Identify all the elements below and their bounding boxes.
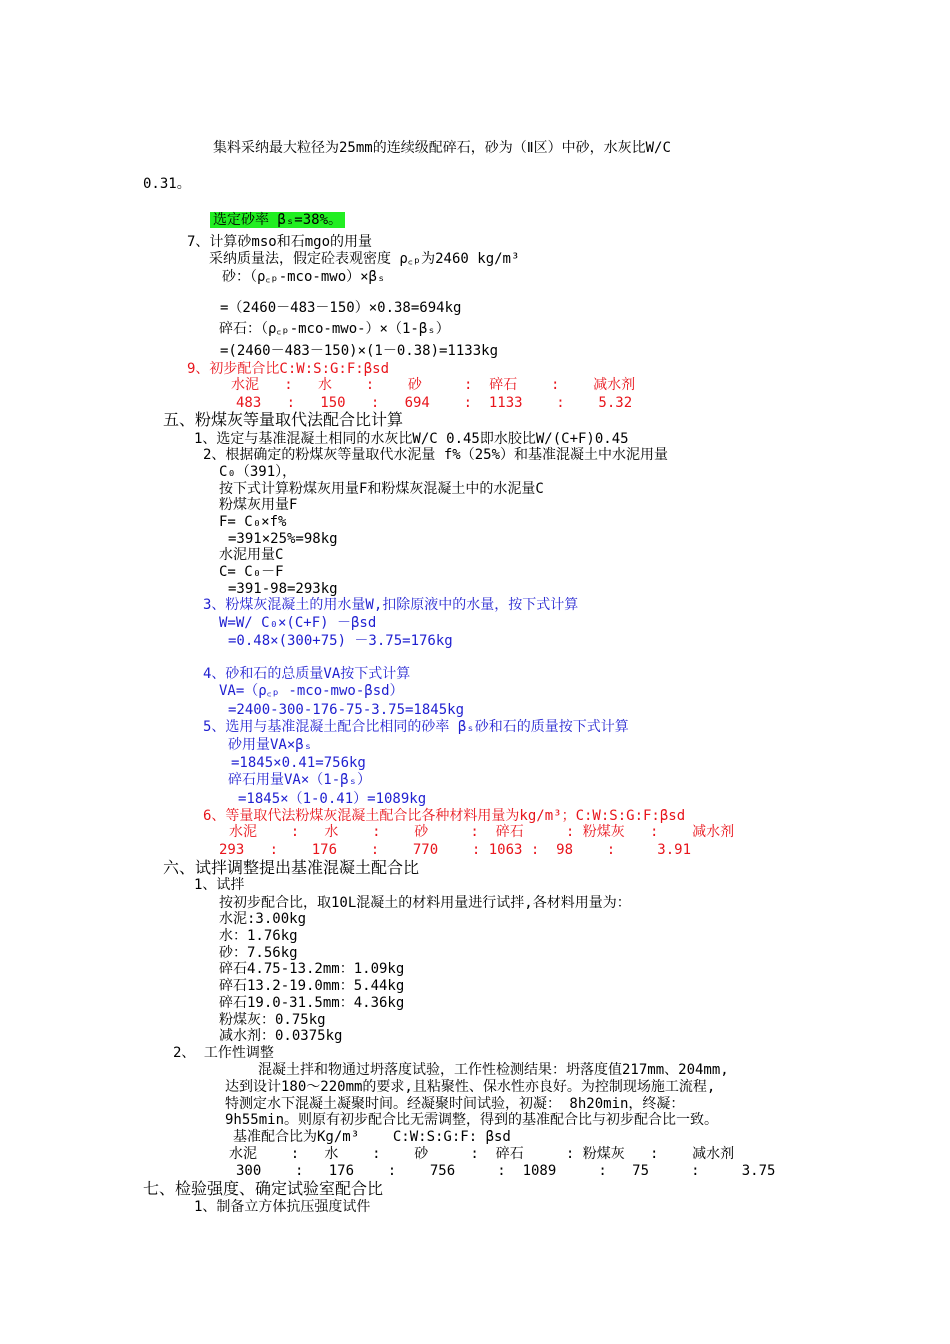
sec5-item-4: 4、砂和石的总质量VA按下式计算 bbox=[203, 666, 411, 682]
sec7-item-1: 1、制备立方体抗压强度试件 bbox=[194, 1199, 371, 1215]
step-9-header: 水泥 : 水 : 砂 : 碎石 : 减水剂 bbox=[231, 377, 636, 393]
sec5-item-2: 2、根据确定的粉煤灰等量取代水泥量 f%（25%）和基准混凝土中水泥用量 bbox=[203, 447, 668, 463]
intro-line-2: 0.31。 bbox=[143, 176, 191, 192]
material-admixture: 减水剂：0.0375kg bbox=[219, 1028, 343, 1044]
sand-amount-calc: =1845×0.41=756kg bbox=[231, 755, 366, 771]
material-stone-2: 碎石13.2-19.0mm：5.44kg bbox=[219, 978, 405, 994]
material-sand: 砂：7.56kg bbox=[219, 945, 298, 961]
sec5-item-5: 5、选用与基准混凝土配合比相同的砂率 βₛ砂和石的质量按下式计算 bbox=[203, 719, 629, 735]
sec5-item-3: 3、粉煤灰混凝土的用水量W,扣除原液中的水量，按下式计算 bbox=[203, 597, 579, 613]
sand-calc: =（2460－483－150）×0.38=694kg bbox=[220, 300, 462, 316]
sand-ratio-text: 选定砂率 βₛ=38%。 bbox=[210, 212, 345, 228]
workability-para-2: 达到设计180～220mm的要求,且粘聚性、保水性亦良好。为控制现场施工流程, bbox=[225, 1079, 716, 1095]
sec5-item-2c: 按下式计算粉煤灰用量F和粉煤灰混凝土中的水泥量C bbox=[219, 481, 544, 497]
stone-formula: 碎石：（ρ꜀ₚ-mco-mwo-）×（1-βₛ） bbox=[219, 321, 450, 337]
cement-label: 水泥用量C bbox=[219, 547, 284, 563]
intro-line-1: 集料采纳最大粒径为25mm的连续级配碎石，砂为（Ⅱ区）中砂，水灰比W/C bbox=[213, 140, 671, 156]
sec5-item-2b: C₀（391）， bbox=[219, 464, 297, 480]
fly-ash-mix-header: 水泥 : 水 : 砂 : 碎石 : 粉煤灰 : 减水剂 bbox=[229, 824, 735, 840]
step-7-method: 采纳质量法，假定砼表观密度 ρ꜀ₚ为2460 kg/m³ bbox=[209, 251, 520, 267]
sec5-item-1: 1、选定与基准混凝土相同的水灰比W/C 0.45即水胶比W/(C+F)0.45 bbox=[194, 431, 629, 447]
step-7-title: 7、计算砂mso和石mgo的用量 bbox=[187, 234, 373, 250]
cement-calc: =391-98=293kg bbox=[228, 581, 338, 597]
step-9-title: 9、初步配合比C:W:S:G:F:βsd bbox=[187, 361, 390, 377]
workability-para-1: 混凝土拌和物通过坍落度试验，工作性检测结果：坍落度值217mm、204mm, bbox=[258, 1062, 729, 1078]
sand-amount-formula: 砂用量VA×βₛ bbox=[228, 737, 313, 753]
material-fly-ash: 粉煤灰：0.75kg bbox=[219, 1012, 326, 1028]
fly-ash-formula: F= C₀×f% bbox=[219, 514, 287, 530]
water-formula: W=W/ C₀×(C+F) －βsd bbox=[219, 615, 377, 631]
sand-ratio-highlight bbox=[210, 212, 345, 229]
stone-calc: =(2460－483－150)×(1－0.38)=1133kg bbox=[220, 343, 499, 359]
sec6-item-2: 2、 工作性调整 bbox=[173, 1045, 274, 1061]
stone-amount-calc: =1845×（1-0.41）=1089kg bbox=[238, 791, 427, 807]
fly-ash-mix-values: 293 : 176 : 770 : 1063 : 98 : 3.91 bbox=[219, 842, 692, 858]
base-mix-header: 水泥 : 水 : 砂 : 碎石 : 粉煤灰 : 减水剂 bbox=[229, 1146, 735, 1162]
step-9-values: 483 : 150 : 694 : 1133 : 5.32 bbox=[236, 395, 633, 411]
va-formula: VA=（ρ꜀ₚ -mco-mwo-βsd） bbox=[219, 683, 404, 699]
sec5-item-6: 6、等量取代法粉煤灰混凝土配合比各种材料用量为kg/m³；C:W:S:G:F:βsd bbox=[203, 808, 686, 824]
section-7-title: 七、检验强度、确定试验室配合比 bbox=[143, 1179, 384, 1198]
base-mix-values: 300 : 176 : 756 : 1089 : 75 : 3.75 bbox=[236, 1163, 776, 1179]
section-5-title: 五、粉煤灰等量取代法配合比计算 bbox=[163, 410, 404, 429]
workability-para-4: 9h55min。则原有初步配合比无需调整，得到的基准配合比与初步配合比一致。 bbox=[225, 1112, 718, 1128]
water-calc: =0.48×(300+75) －3.75=176kg bbox=[228, 633, 453, 649]
trial-mix-desc: 按初步配合比，取10L混凝土的材料用量进行试拌,各材料用量为： bbox=[219, 895, 631, 911]
sec6-item-1: 1、试拌 bbox=[194, 877, 245, 893]
fly-ash-label: 粉煤灰用量F bbox=[219, 497, 298, 513]
stone-amount-formula: 碎石用量VA×（1-βₛ） bbox=[228, 772, 372, 788]
workability-para-3: 特测定水下混凝土凝聚时间。经凝聚时间试验，初凝： 8h20min，终凝： bbox=[225, 1096, 685, 1112]
material-stone-1: 碎石4.75-13.2mm：1.09kg bbox=[219, 961, 405, 977]
cement-formula: C= C₀－F bbox=[219, 564, 284, 580]
va-calc: =2400-300-176-75-3.75=1845kg bbox=[228, 702, 465, 718]
sand-formula: 砂：（ρ꜀ₚ-mco-mwo）×βₛ bbox=[222, 269, 386, 285]
material-cement: 水泥:3.00kg bbox=[219, 911, 307, 927]
fly-ash-calc: =391×25%=98kg bbox=[228, 531, 338, 547]
section-6-title: 六、试拌调整提出基准混凝土配合比 bbox=[163, 858, 420, 877]
material-stone-3: 碎石19.0-31.5mm：4.36kg bbox=[219, 995, 405, 1011]
material-water: 水：1.76kg bbox=[219, 928, 298, 944]
base-mix-title: 基准配合比为Kg/m³ C:W:S:G:F: βsd bbox=[233, 1129, 511, 1145]
